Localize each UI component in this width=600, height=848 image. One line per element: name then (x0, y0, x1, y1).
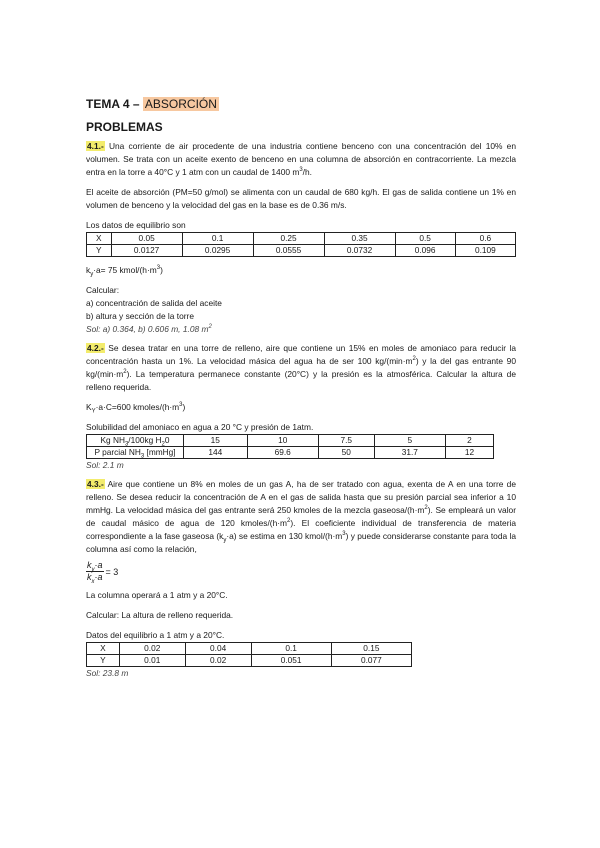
table-cell: 0.25 (253, 233, 324, 245)
table-header-cell: P parcial $NH_3$ [mmHg] (87, 447, 184, 459)
table-row (87, 655, 412, 667)
problem-4-2-statement: 4.2.- Se desea tratar en una torre de relleno, aire que contiene un 15% en moles de amoniaco para reducir la concentración hasta un 1%. La velocidad másica del agua ha de ser 100 $kg/(\min\cdot m^2)$ y la del gas entrante 90 $kg/(\min\cdot m^2)$. La temperatura permanece constante (20°C) y la presión es la atmosférica. Calcular la altura de relleno requerida. (86, 343, 516, 392)
question-a: a) concentración de salida del aceite (86, 298, 222, 308)
table-cell: 0.04 (185, 643, 251, 655)
document-page (86, 97, 516, 679)
fraction-numerator: $k_y\cdot a$ (87, 560, 103, 573)
table-cell: 0.05 (111, 233, 182, 245)
solubility-table-4-2 (86, 434, 494, 459)
equilibrium-table-4-3 (86, 642, 412, 667)
table-cell: 0.1 (182, 233, 253, 245)
calculate-label: Calcular: La altura de relleno requerida. (86, 610, 234, 620)
problem-number: 4.3.- (87, 479, 104, 489)
operating-conditions: La columna operará a 1 atm y a 20°C. (86, 590, 228, 600)
solution-4-2: Sol: 2.1 m (86, 460, 124, 470)
problem-4-1-statement: 4.1.- Una corriente de air procedente de una industria contiene benceno con una concentración del 10% en volumen. Se trata con un aceite exento de benceno en una columna de absorción en contracorriente. La mezcla entra en la torre a 40°C y 1 atm con un caudal de 1400 $m^3/h$. (86, 141, 516, 177)
section-heading: PROBLEMAS (86, 120, 163, 134)
table-cell: 0.0555 (253, 245, 324, 257)
table-cell: 50 (318, 447, 374, 459)
title-highlight: ABSORCIÓN (144, 97, 217, 111)
table-cell: Y (87, 245, 112, 257)
table-cell: 7.5 (318, 435, 374, 447)
problem-4-1-paragraph-2: El aceite de absorción (PM=50 g/mol) se alimenta con un caudal de 680 kg/h. El gas de salida contiene un 1% en volumen de benceno y la velocidad del gas en la base es de 0.36 m/s. (86, 187, 516, 210)
coefficient-ratio-equation (86, 560, 516, 583)
table-cell: 0.1 (251, 643, 331, 655)
table-caption: Solubilidad del amoniaco en agua a 20 °C y presión de 1atm. (86, 422, 314, 432)
table-cell: 31.7 (374, 447, 445, 459)
table-cell: X (87, 643, 120, 655)
table-cell: 2 (445, 435, 493, 447)
table-cell: 144 (184, 447, 248, 459)
table-caption: Datos del equilibrio a 1 atm y a 20°C. (86, 630, 225, 640)
table-cell: 0.6 (455, 233, 515, 245)
solution-4-1: Sol: a) 0.364, b) 0.606 m, 1.08 $m^2$ (86, 324, 212, 334)
overall-coefficient: $K_Y\cdot a\cdot C=600$ kmoles/$(h\cdot m^3)$ (86, 402, 186, 415)
fraction (86, 560, 104, 583)
table-header-cell: Kg $NH_3/100kg$ $H_20$ (87, 435, 184, 447)
equation-value: = 3 (105, 566, 119, 577)
table-cell: 5 (374, 435, 445, 447)
table-cell: 0.096 (395, 245, 455, 257)
calculate-label: Calcular: (86, 285, 120, 295)
problem-number: 4.2.- (87, 343, 104, 353)
table-cell: 15 (184, 435, 248, 447)
table-cell: 10 (247, 435, 318, 447)
table-cell: 69.6 (247, 447, 318, 459)
table-cell: 0.0295 (182, 245, 253, 257)
equilibrium-table-4-1 (86, 232, 516, 257)
table-cell: 0.02 (185, 655, 251, 667)
question-b: b) altura y sección de la torre (86, 311, 194, 321)
table-row (87, 447, 494, 459)
table-cell: 0.5 (395, 233, 455, 245)
table-caption: Los datos de equilibrio son (86, 220, 186, 230)
fraction-denominator: $k_x\cdot a$ (87, 572, 103, 585)
table-row (87, 233, 516, 245)
table-cell: 0.051 (251, 655, 331, 667)
table-cell: 0.02 (119, 643, 185, 655)
table-cell: 0.35 (324, 233, 395, 245)
table-cell: 0.15 (331, 643, 411, 655)
table-cell: Y (87, 655, 120, 667)
table-cell: 0.0732 (324, 245, 395, 257)
page-title (86, 97, 516, 111)
table-cell: 0.109 (455, 245, 515, 257)
problem-number: 4.1.- (87, 141, 104, 151)
title-prefix: TEMA 4 – (86, 97, 143, 111)
table-cell: 0.077 (331, 655, 411, 667)
mass-transfer-coefficient: $k_y\cdot a= 75$ kmol/$(h\cdot m^3)$ (86, 265, 163, 278)
table-row (87, 435, 494, 447)
problem-4-3-statement: 4.3.- Aire que contiene un 8% en moles de un gas A, ha de ser tratado con agua, exenta de A en una torre de relleno. Se desea reducir la concentración de A en el gas de salida hasta que su presión parcial sea inferior a 10 mmHg. La velocidad másica del gas entrante será 250 kmoles de la mezcla gaseosa/$(h\cdot m^2)$. Se empleará un valor de caudal másico de agua de 120 kmoles/$(h\cdot m^2)$. El coeficiente individual de transferencia de materia correspondiente a la fase gaseosa $(k_y\cdot a)$ se estima en 130 kmol/$(h\cdot m^3)$ y puede considerarse constante para toda la columna así como la relación, (86, 479, 516, 554)
table-row (87, 245, 516, 257)
table-cell: 0.01 (119, 655, 185, 667)
table-cell: 0.0127 (111, 245, 182, 257)
table-cell: 12 (445, 447, 493, 459)
solution-4-3: Sol: 23.8 m (86, 668, 129, 678)
table-cell: X (87, 233, 112, 245)
table-row (87, 643, 412, 655)
